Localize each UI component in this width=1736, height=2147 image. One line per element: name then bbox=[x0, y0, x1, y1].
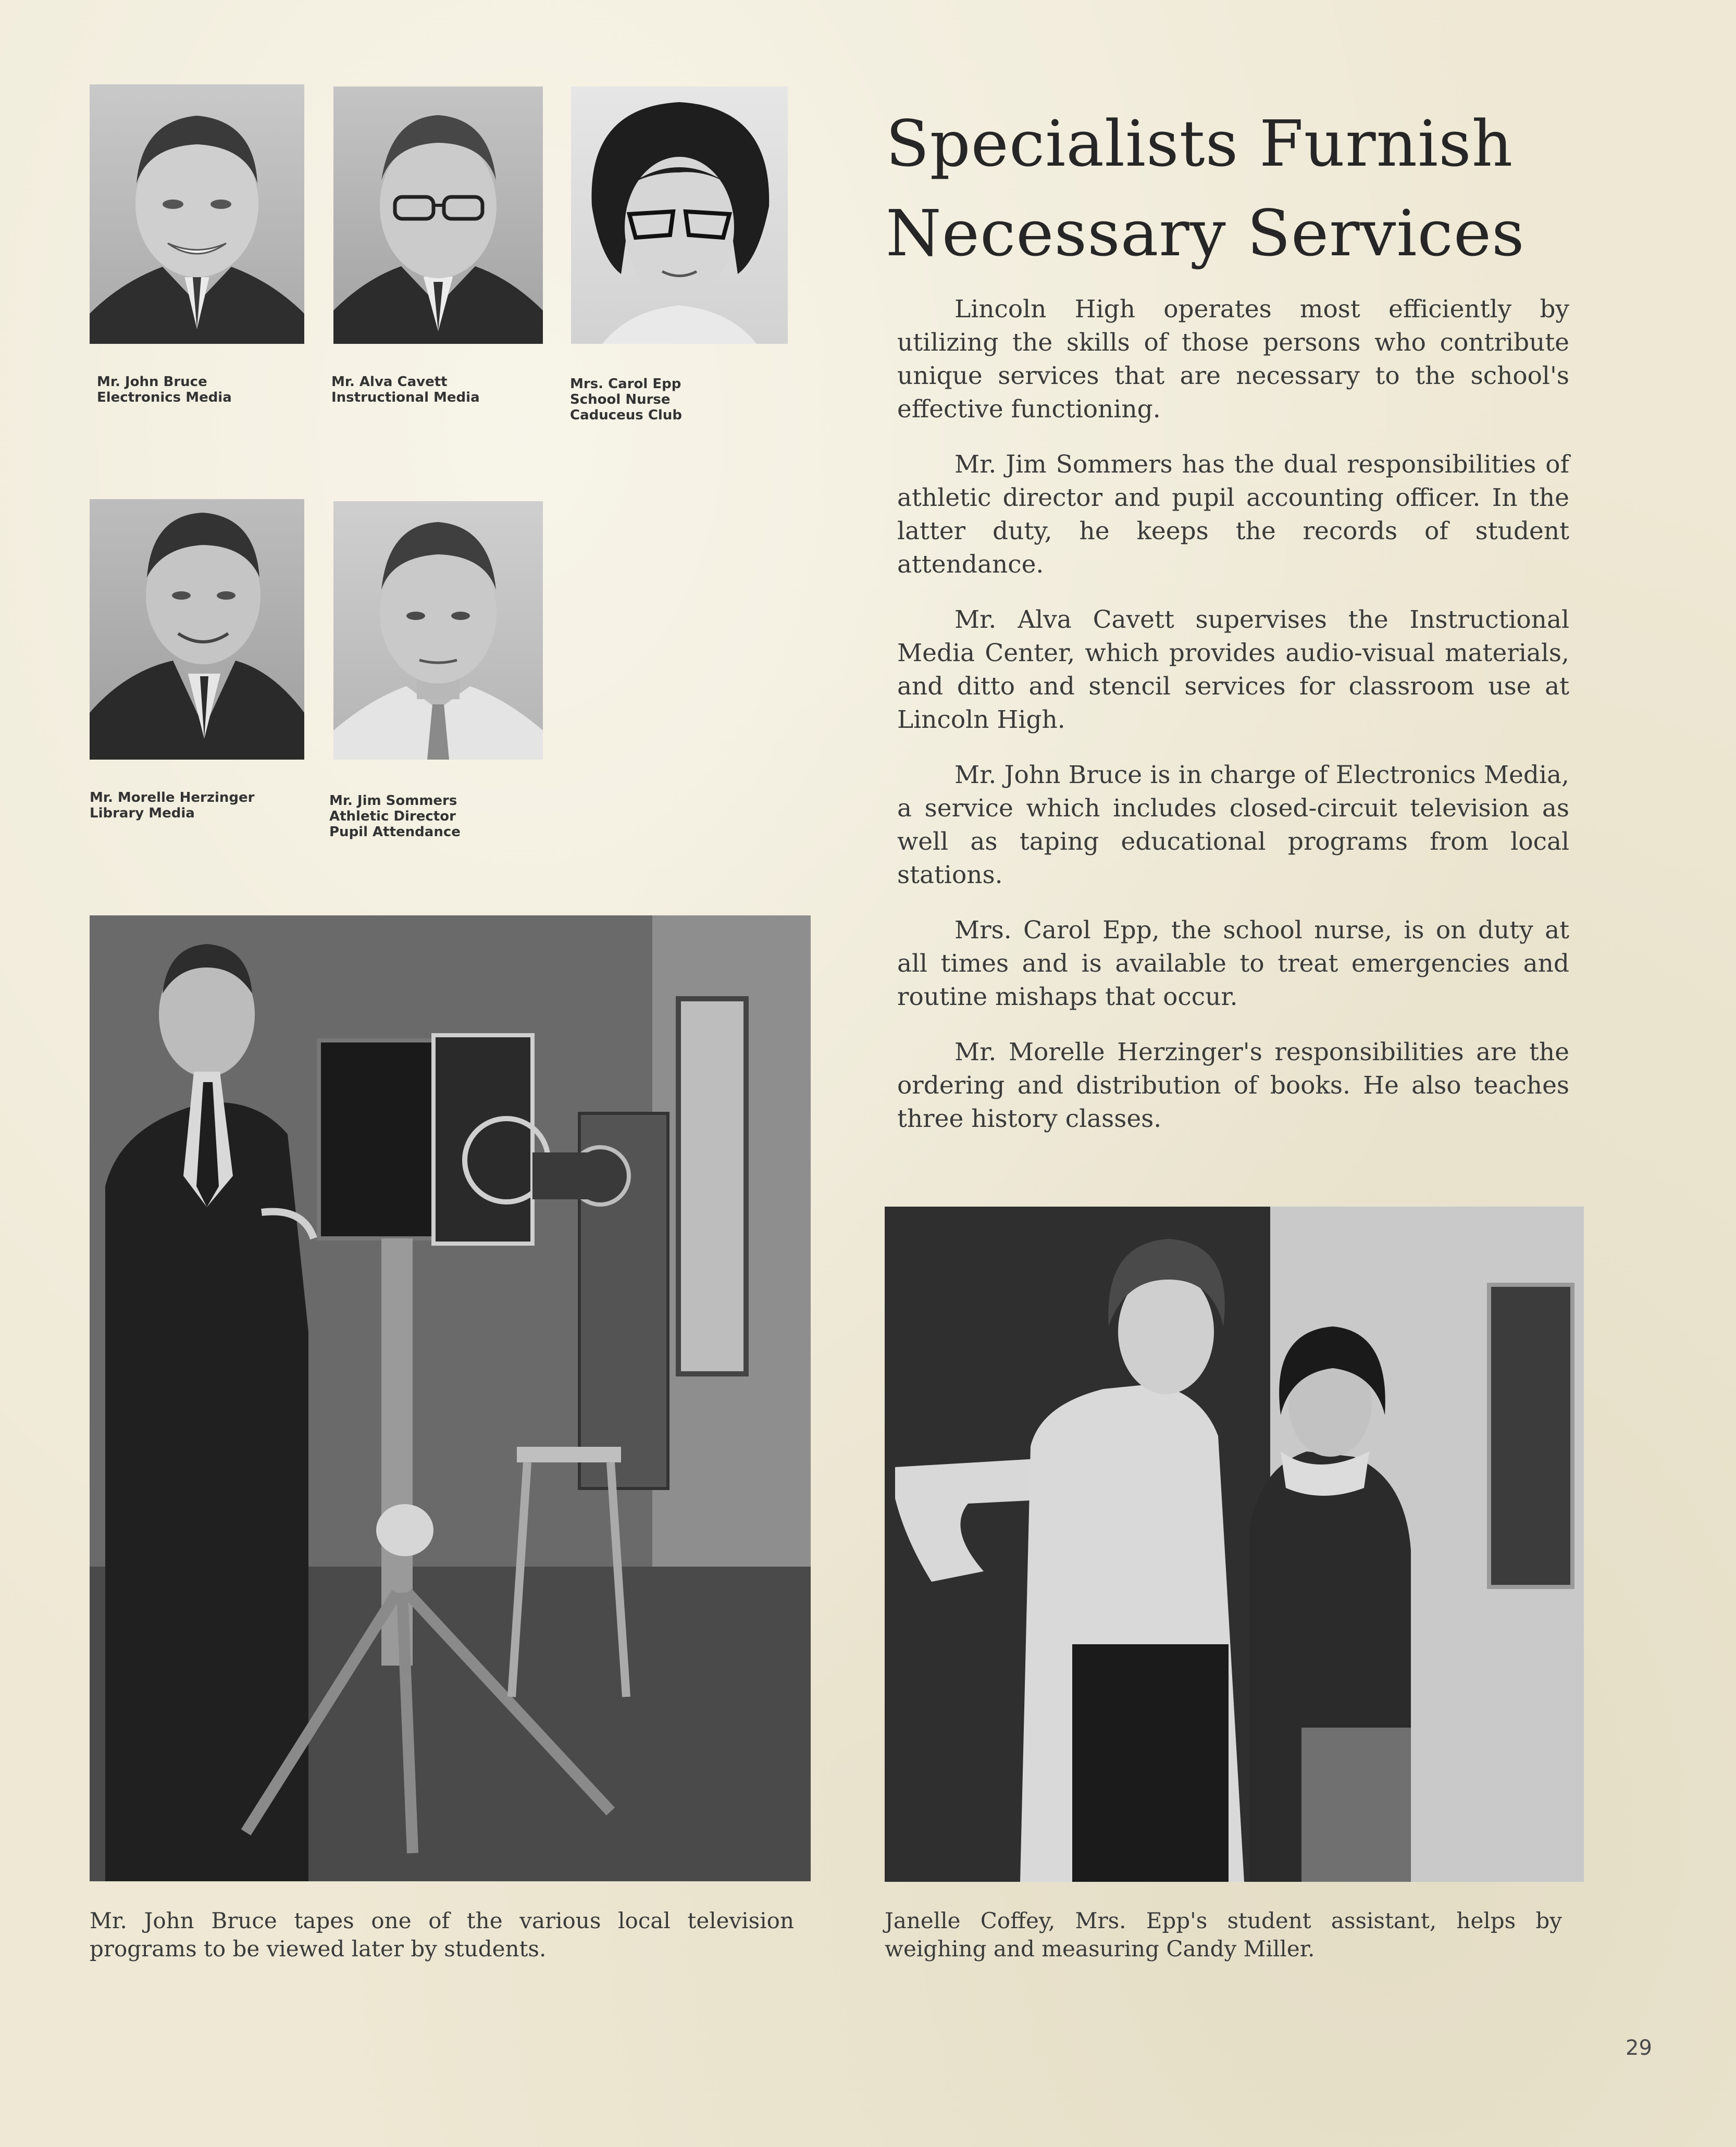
portrait-role: Caduceus Club bbox=[570, 407, 682, 423]
portrait-role: Electronics Media bbox=[97, 390, 232, 405]
portrait-silhouette bbox=[90, 499, 304, 760]
portrait-silhouette bbox=[571, 86, 788, 344]
portrait-silhouette bbox=[90, 84, 304, 344]
page-headline bbox=[886, 99, 1615, 278]
photo-tv-camera-scene bbox=[90, 915, 811, 1881]
portrait-jim-sommers bbox=[333, 501, 543, 760]
body-paragraph: Mrs. Carol Epp, the school nurse, is on duty at all times and is available to treat emergencies and routine mishaps that occur. bbox=[897, 916, 1569, 1011]
portrait-morelle-herzinger bbox=[90, 499, 304, 760]
portrait-alva-cavett bbox=[333, 86, 543, 344]
body-paragraph: Mr. Alva Cavett supervises the Instructional Media Center, which provides audio-visual materials, and ditto and stencil services for classroom use at Lincoln High. bbox=[897, 605, 1569, 734]
photo-tv-camera bbox=[90, 915, 811, 1881]
portrait-role: Library Media bbox=[90, 805, 195, 821]
portrait-role: Pupil Attendance bbox=[329, 824, 461, 840]
portrait-caption-john-bruce bbox=[97, 374, 232, 405]
portrait-name: Mr. Jim Sommers bbox=[329, 793, 457, 809]
page-number: 29 bbox=[1626, 2036, 1652, 2060]
portrait-silhouette bbox=[333, 501, 543, 760]
headline-line-1: Specialists Furnish bbox=[886, 107, 1514, 181]
portrait-caption-jim-sommers bbox=[329, 793, 461, 840]
portrait-john-bruce bbox=[90, 84, 304, 344]
portrait-silhouette bbox=[333, 86, 543, 344]
body-paragraph: Mr. Morelle Herzinger's responsibilities are the ordering and distribution of books. He also teaches three history classes. bbox=[897, 1038, 1569, 1133]
body-paragraph: Mr. Jim Sommers has the dual responsibilities of athletic director and pupil accounting officer. In the latter duty, he keeps the records of student attendance. bbox=[897, 450, 1569, 579]
portrait-role: Athletic Director bbox=[329, 809, 456, 824]
photo-nurse-scene bbox=[885, 1207, 1584, 1882]
caption-tv-camera: Mr. John Bruce tapes one of the various local television programs to be viewed later by students. bbox=[90, 1908, 794, 1962]
article-body bbox=[897, 293, 1569, 1158]
portrait-name: Mr. John Bruce bbox=[97, 374, 207, 390]
portrait-caption-alva-cavett bbox=[331, 374, 480, 405]
portrait-name: Mr. Alva Cavett bbox=[331, 374, 448, 390]
photo-nurse-assistant bbox=[885, 1207, 1584, 1882]
portrait-role: Instructional Media bbox=[331, 390, 480, 405]
portrait-name: Mr. Morelle Herzinger bbox=[90, 790, 255, 805]
portrait-caption-morelle-herzinger bbox=[90, 790, 254, 821]
body-paragraph: Mr. John Bruce is in charge of Electronics Media, a service which includes closed-circuit television as well as taping educational programs from local stations. bbox=[897, 761, 1569, 889]
caption-nurse-assistant: Janelle Coffey, Mrs. Epp's student assistant, helps by weighing and measuring Candy Miller. bbox=[885, 1908, 1562, 1962]
headline-line-2: Necessary Services bbox=[886, 196, 1525, 270]
portrait-role: School Nurse bbox=[570, 392, 671, 407]
portrait-caption-carol-epp bbox=[570, 376, 682, 423]
portrait-name: Mrs. Carol Epp bbox=[570, 376, 681, 392]
body-paragraph: Lincoln High operates most efficiently by utilizing the skills of those persons who contribute unique services that are necessary to the school's effective functioning. bbox=[897, 295, 1569, 424]
portrait-carol-epp bbox=[571, 86, 788, 344]
